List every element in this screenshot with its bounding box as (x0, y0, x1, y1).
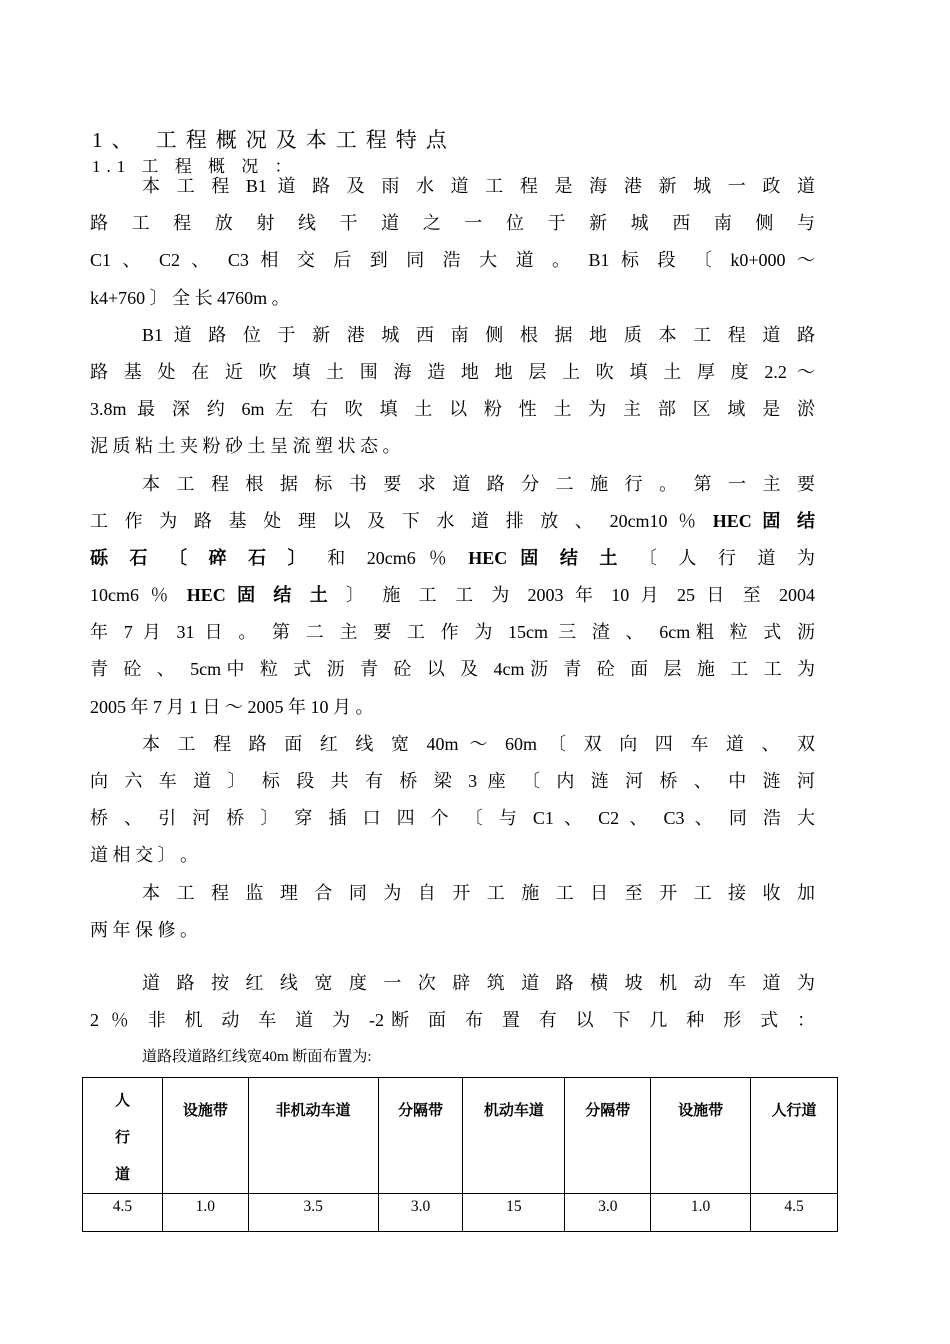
text-line: 本 工 程 监 理 合 同 为 自 开 工 施 工 日 至 开 工 接 收 加 (142, 882, 815, 903)
header-cell: 设施带 (651, 1078, 751, 1194)
value-cell: 3.0 (378, 1194, 463, 1232)
table-row (83, 1194, 838, 1232)
text-line: 砾 石 〔 碎 石 〕 和 20cm6 ％ HEC 固 结 土 〔 人 行 道 为 (90, 547, 816, 568)
text-line: B1 道 路 位 于 新 港 城 西 南 侧 根 据 地 质 本 工 程 道 路 (142, 324, 815, 345)
text-line: 年 7 月 31 日 。 第 二 主 要 工 作 为 15cm 三 渣 、 6cm粗 粒 式 沥 (90, 622, 815, 643)
bold-text: HEC 固 结 土 (468, 547, 626, 568)
header-cell: 机动车道 (463, 1078, 565, 1194)
value-cell: 4.5 (83, 1194, 163, 1232)
value-cell: 3.0 (565, 1194, 651, 1232)
value-cell: 3.5 (248, 1194, 378, 1232)
value-cell: 1.0 (162, 1194, 248, 1232)
section-heading: 1、 工程概况及本工程特点 (92, 128, 456, 152)
text-line: 向 六 车 道 〕 标 段 共 有 桥 梁 3 座 〔 内 涟 河 桥 、 中 涟 河 (90, 771, 815, 791)
text-line: 10cm6 ％ HEC 固 结 土 〕 施 工 工 为 2003 年 10 月 25 日 至 2004 (90, 585, 815, 606)
text-line: 道 路 按 红 线 宽 度 一 次 辟 筑 道 路 横 坡 机 动 车 道 为 (142, 973, 815, 993)
bold-text: HEC 固 结 (712, 510, 815, 531)
table-caption: 道路段道路红线宽40m 断面布置为: (142, 1049, 372, 1065)
text-line: 路 基 处 在 近 吹 填 土 围 海 造 地 地 层 上 吹 填 土 厚 度 2.2 ～ (90, 361, 815, 382)
header-cell: 设施带 (162, 1078, 248, 1194)
text-line: 青 砼 、 5cm中 粒 式 沥 青 砼 以 及 4cm沥 青 砼 面 层 施 工 工 为 (90, 659, 815, 680)
text-line: 路 工 程 放 射 线 干 道 之 一 位 于 新 城 西 南 侧 与 (90, 213, 815, 234)
overview-text (90, 168, 815, 949)
header-cell: 人行道 (83, 1078, 163, 1194)
text-line: C1 、 C2 、 C3 相 交 后 到 同 浩 大 道 。 B1 标 段 〔 k0+000 ～ (90, 250, 815, 271)
text-line: 2005 年 7 月 1 日 ～ 2005 年 10 月 。 (90, 696, 374, 717)
text-line: 道 相 交 〕 。 (90, 845, 198, 866)
value-cell: 15 (463, 1194, 565, 1232)
header-cell: 人行道 (751, 1078, 838, 1194)
text-line: 本 工 程 B1 道 路 及 雨 水 道 工 程 是 海 港 新 城 一 政 道 (142, 176, 815, 196)
table-header-row (83, 1078, 838, 1194)
header-cell: 分隔带 (565, 1078, 651, 1194)
header-cell: 非机动车道 (248, 1078, 378, 1194)
bold-text: 砾 石 〔 碎 石 〕 (90, 547, 315, 568)
text-line: 本 工 程 根 据 标 书 要 求 道 路 分 二 施 行 。 第 一 主 要 (142, 473, 815, 494)
text-line: 两 年 保 修 。 (90, 919, 198, 940)
cross-section-text (90, 965, 815, 1039)
text-line: k4+760 〕 全 长 4760m 。 (90, 287, 290, 308)
header-cell: 分隔带 (378, 1078, 463, 1194)
value-cell: 1.0 (651, 1194, 751, 1232)
subsection-heading: 1.1 工 程 概 况 ： (92, 157, 298, 176)
text-line: 本 工 程 路 面 红 线 宽 40m ～ 60m 〔 双 向 四 车 道 、 双 (142, 733, 816, 754)
value-cell: 4.5 (751, 1194, 838, 1232)
text-line: 工 作 为 路 基 处 理 以 及 下 水 道 排 放 、 20cm10 ％ HEC 固 结 (90, 510, 815, 531)
cross-section-table (82, 1077, 838, 1232)
text-line: 3.8m 最 深 约 6m 左 右 吹 填 土 以 粉 性 土 为 主 部 区 域 是 淤 (90, 399, 815, 420)
bold-text: HEC 固 结 土 (186, 585, 335, 606)
text-line: 桥 、 引 河 桥 〕 穿 插 口 四 个 〔 与 C1 、 C2 、 C3 、 同 浩 大 (90, 808, 815, 829)
text-line: 2 ％ 非 机 动 车 道 为 -2断 面 布 置 有 以 下 几 种 形 式 ： (90, 1010, 815, 1031)
text-line: 泥 质 粘 土 夹 粉 砂 土 呈 流 塑 状 态 。 (90, 436, 401, 457)
